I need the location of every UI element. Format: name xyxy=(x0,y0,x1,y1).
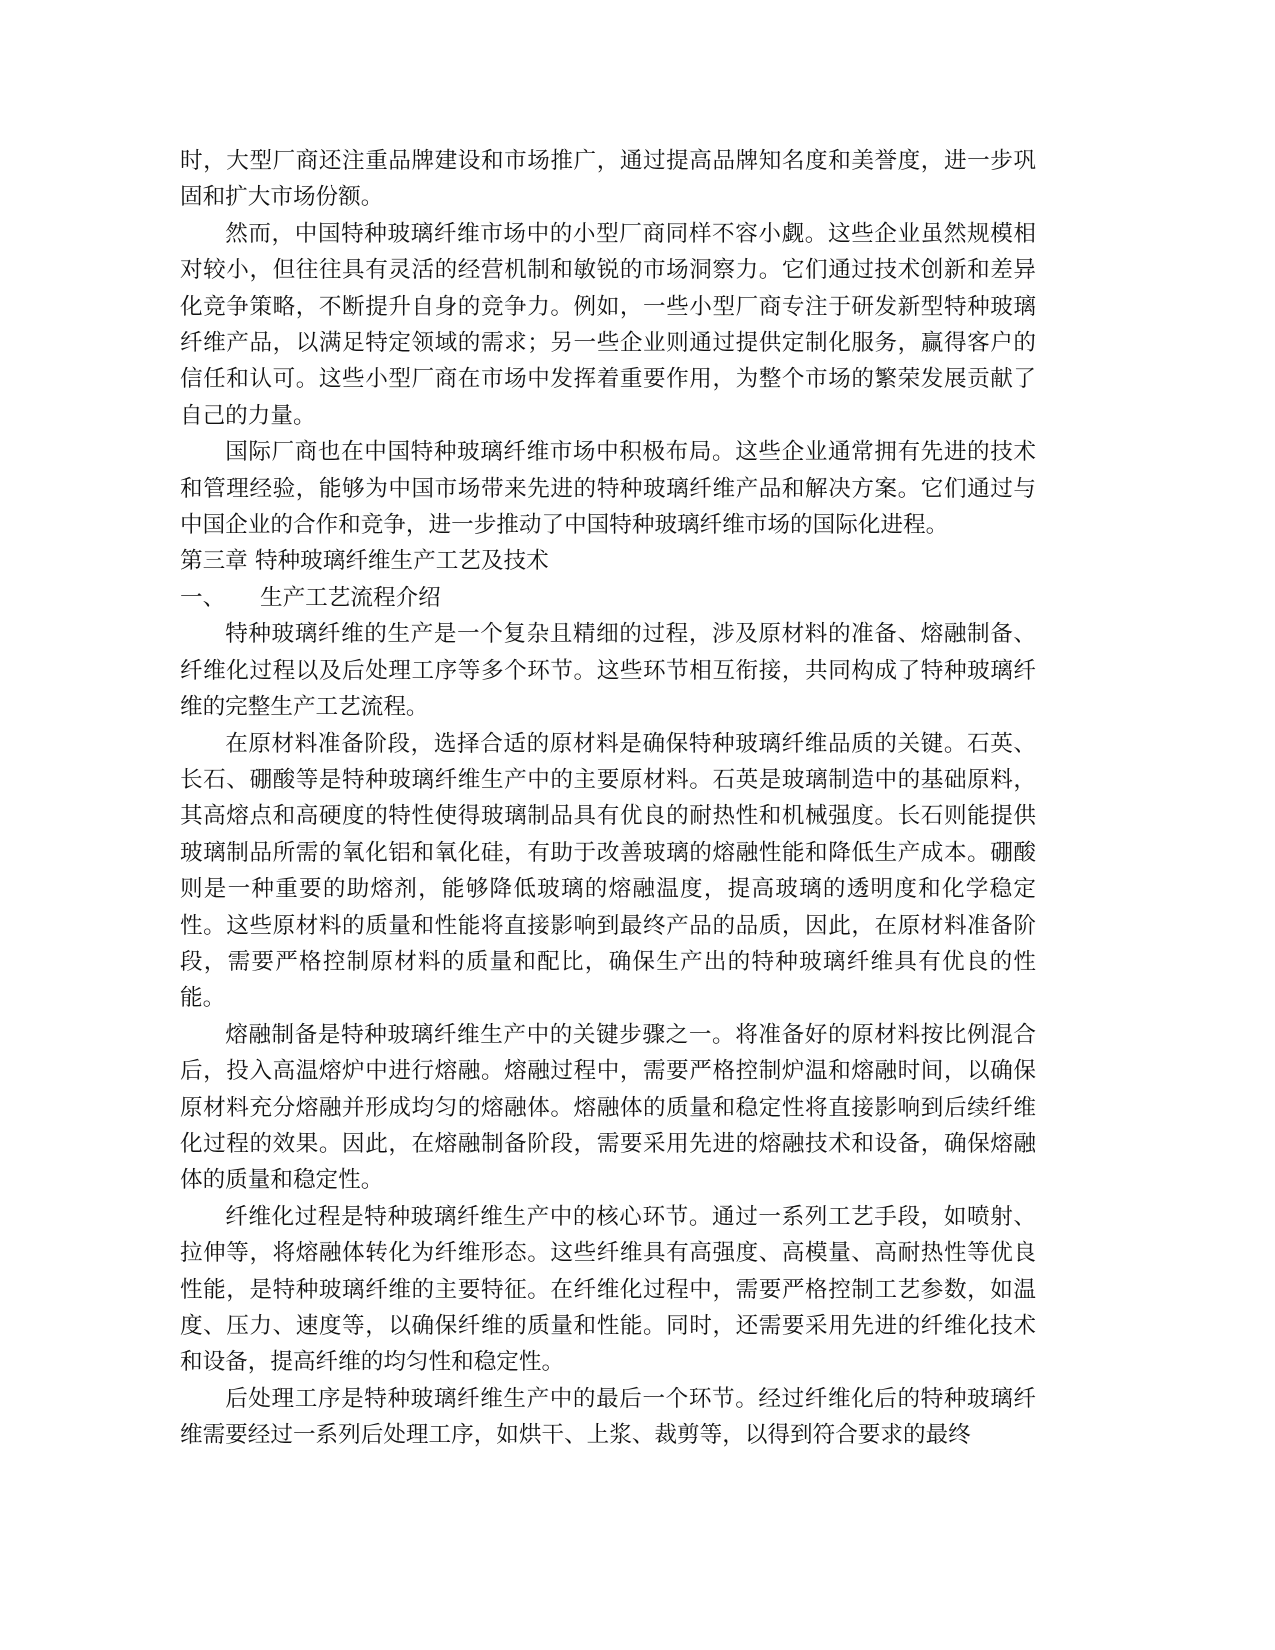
chapter-heading: 第三章 特种玻璃纤维生产工艺及技术 xyxy=(180,548,549,575)
paragraph-fiberization: 纤维化过程是特种玻璃纤维生产中的核心环节。通过一系列工艺手段，如喷射、拉伸等，将熔融体转化为纤维形态。这些纤维具有高强度、高模量、高耐热性等优良性能，是特种玻璃纤维的主要特征。在纤维化过程中，需要严格控制工艺参数，如温度、压力、速度等，以确保纤维的质量和性能。同时，还需要采用先进的纤维化技术和设备，提高纤维的均匀性和稳定性。 xyxy=(180,1203,1036,1376)
paragraph-melting: 熔融制备是特种玻璃纤维生产中的关键步骤之一。将准备好的原材料按比例混合后，投入高温熔炉中进行熔融。熔融过程中，需要严格控制炉温和熔融时间，以确保原材料充分熔融并形成均匀的熔融体。熔融体的质量和稳定性将直接影响到后续纤维化过程的效果。因此，在熔融制备阶段，需要采用先进的熔融技术和设备，确保熔融体的质量和稳定性。 xyxy=(180,1021,1036,1194)
document-page xyxy=(180,143,1036,1454)
paragraph-international-manufacturers: 国际厂商也在中国特种玻璃纤维市场中积极布局。这些企业通常拥有先进的技术和管理经验，能够为中国市场带来先进的特种玻璃纤维产品和解决方案。它们通过与中国企业的合作和竞争，进一步推动了中国特种玻璃纤维市场的国际化进程。 xyxy=(180,439,1036,539)
paragraph-post-processing: 后处理工序是特种玻璃纤维生产中的最后一个环节。经过纤维化后的特种玻璃纤维需要经过一系列后处理工序，如烘干、上浆、裁剪等，以得到符合要求的最终 xyxy=(180,1385,1036,1449)
paragraph-continuation: 时，大型厂商还注重品牌建设和市场推广，通过提高品牌知名度和美誉度，进一步巩固和扩大市场份额。 xyxy=(180,148,1036,211)
paragraph-small-manufacturers: 然而，中国特种玻璃纤维市场中的小型厂商同样不容小觑。这些企业虽然规模相对较小，但往往具有灵活的经营机制和敏锐的市场洞察力。它们通过技术创新和差异化竞争策略，不断提升自身的竞争力。例如，一些小型厂商专注于研发新型特种玻璃纤维产品，以满足特定领域的需求；另一些企业则通过提供定制化服务，赢得客户的信任和认可。这些小型厂商在市场中发挥着重要作用，为整个市场的繁荣发展贡献了自己的力量。 xyxy=(180,220,1036,429)
paragraph-raw-materials: 在原材料准备阶段，选择合适的原材料是确保特种玻璃纤维品质的关键。石英、长石、硼酸等是特种玻璃纤维生产中的主要原材料。石英是玻璃制造中的基础原料，其高熔点和高硬度的特性使得玻璃制品具有优良的耐热性和机械强度。长石则能提供玻璃制品所需的氧化铝和氧化硅，有助于改善玻璃的熔融性能和降低生产成本。硼酸则是一种重要的助熔剂，能够降低玻璃的熔融温度，提高玻璃的透明度和化学稳定性。这些原材料的质量和性能将直接影响到最终产品的品质，因此，在原材料准备阶段，需要严格控制原材料的质量和配比，确保生产出的特种玻璃纤维具有优良的性能。 xyxy=(180,730,1036,1012)
section-title: 生产工艺流程介绍 xyxy=(260,584,441,611)
paragraph-process-overview: 特种玻璃纤维的生产是一个复杂且精细的过程，涉及原材料的准备、熔融制备、纤维化过程以及后处理工序等多个环节。这些环节相互衔接，共同构成了特种玻璃纤维的完整生产工艺流程。 xyxy=(180,621,1036,721)
section-heading xyxy=(180,580,1036,616)
section-number: 一、 xyxy=(180,584,226,611)
